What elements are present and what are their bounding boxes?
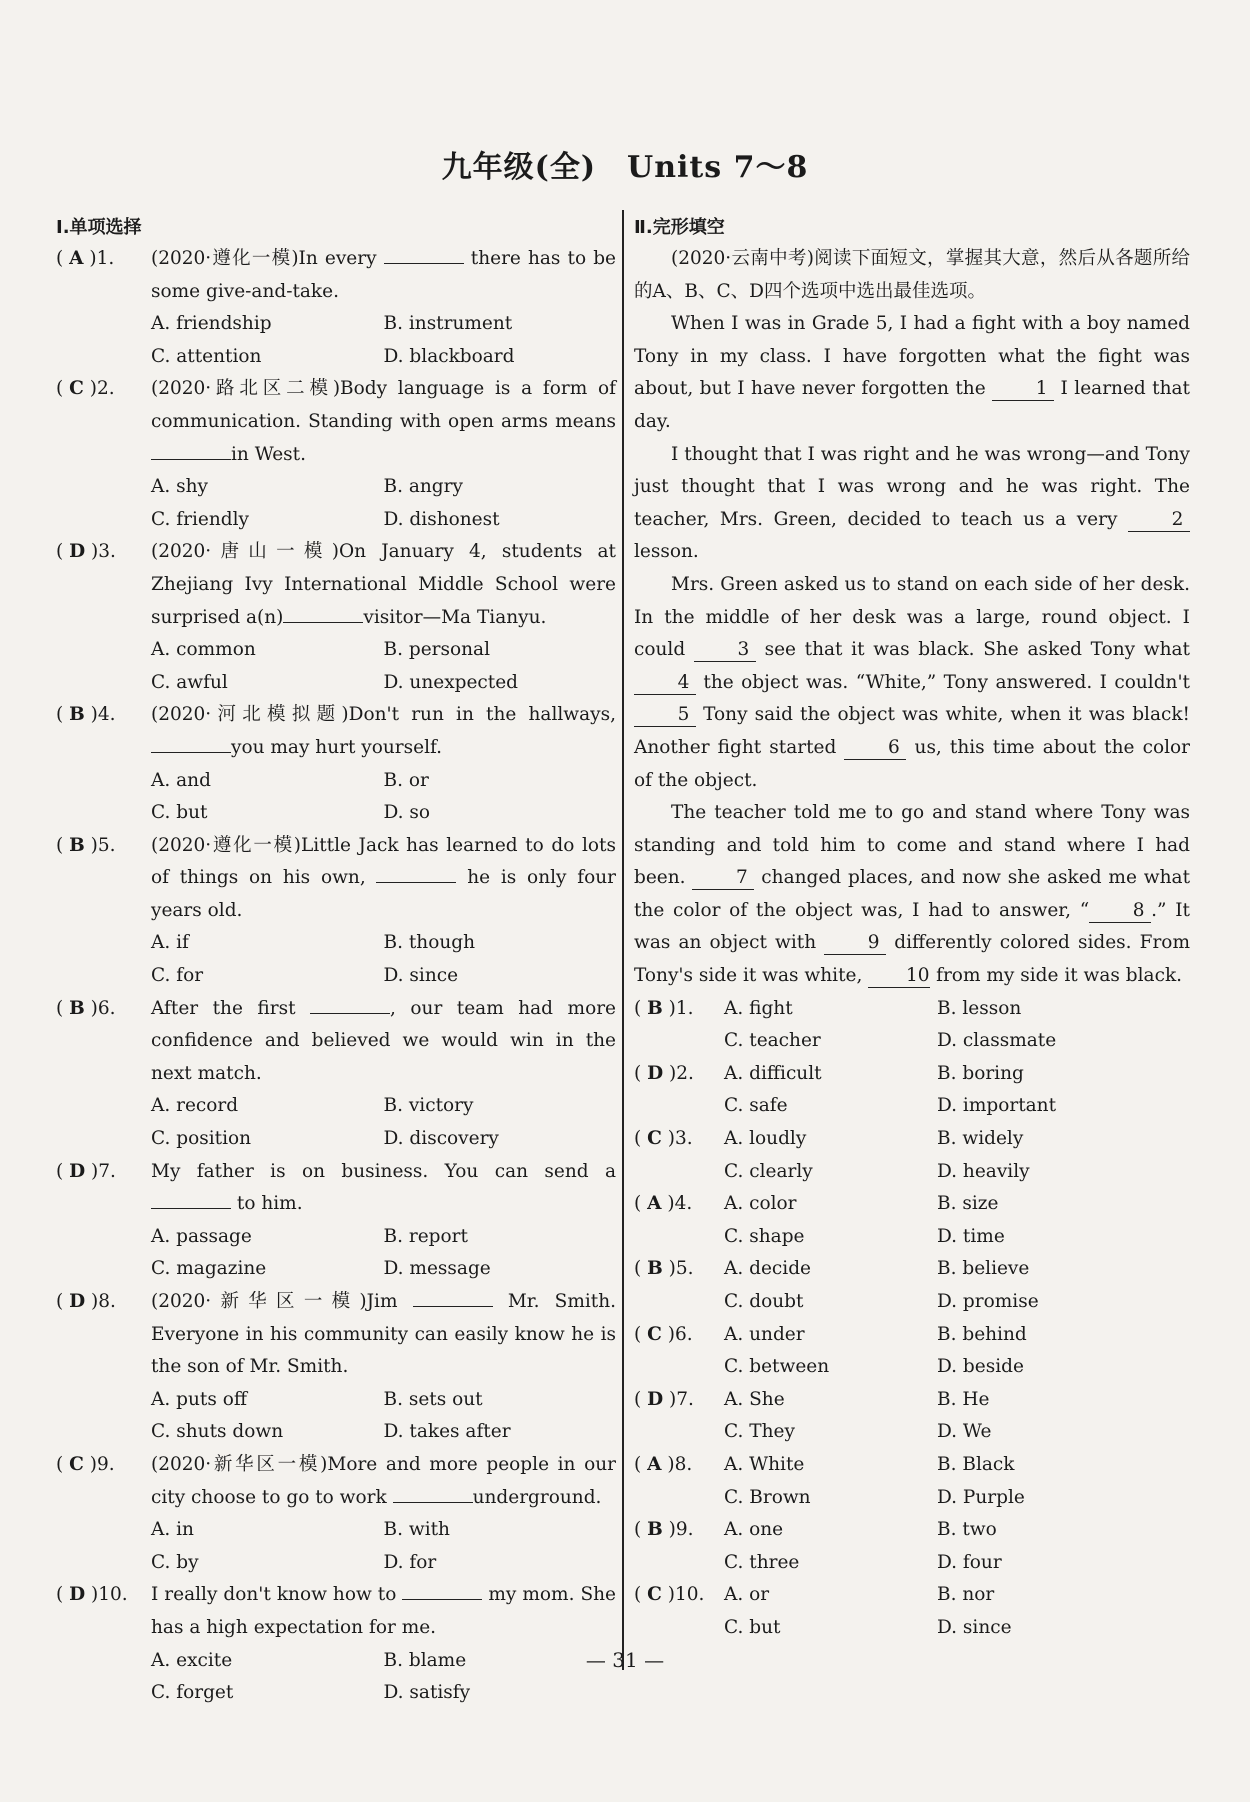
answer-label: ( A )8.	[634, 1453, 693, 1475]
section-cloze	[634, 213, 1190, 1645]
answer-letter: C	[647, 1584, 662, 1606]
numbered-blank: 1	[992, 378, 1054, 401]
answer-letter: A	[647, 1453, 662, 1475]
question-item	[56, 830, 616, 928]
answer-label: ( A )1.	[56, 248, 115, 269]
option: B. angry	[383, 476, 463, 498]
answer-letter: B	[647, 1519, 663, 1541]
option: C. They	[724, 1421, 795, 1443]
option: B. boring	[937, 1062, 1024, 1084]
option: D. since	[937, 1616, 1012, 1638]
spacer	[634, 1090, 724, 1123]
answer-blank	[151, 1190, 231, 1209]
option-list	[56, 1221, 616, 1286]
option: D. takes after	[383, 1421, 511, 1443]
question-text: (2020·遵化一模)Little Jack has learned to do lots of things on his own, he is only four years old.	[151, 834, 616, 921]
answer-label: ( C )9.	[56, 1453, 115, 1475]
option: D. dishonest	[383, 508, 500, 530]
answer-label: ( D )10.	[56, 1584, 128, 1606]
cloze-choice-row	[634, 993, 1190, 1026]
option-list	[56, 308, 616, 373]
numbered-blank: 5	[634, 704, 696, 727]
option: B. size	[937, 1193, 999, 1215]
answer-blank	[376, 864, 456, 883]
option: A. record	[151, 1095, 239, 1117]
question-item	[56, 1156, 616, 1221]
numbered-blank: 10	[868, 965, 930, 988]
cloze-choice-row	[634, 1612, 1190, 1645]
answer-letter: C	[69, 1453, 84, 1475]
answer-blank	[413, 1288, 493, 1307]
option: C. attention	[151, 345, 262, 367]
answer-blank	[384, 245, 464, 264]
option: A. fight	[724, 997, 793, 1019]
cloze-choices	[634, 993, 1190, 1645]
question-item	[56, 1579, 616, 1644]
numbered-blank: 3	[694, 639, 756, 662]
cloze-choice-row	[634, 1156, 1190, 1189]
answer-label: ( D )3.	[56, 541, 116, 563]
cloze-choice-row	[634, 1221, 1190, 1254]
option: A. passage	[151, 1225, 252, 1247]
page-title: 九年级(全) Units 7～8	[441, 150, 809, 185]
question-list	[56, 243, 616, 1710]
question-text: (2020·新华区一模)More and more people in our city choose to go to work underground.	[151, 1453, 616, 1508]
option: A. decide	[724, 1258, 811, 1280]
option: C. between	[724, 1356, 830, 1378]
spacer	[634, 1482, 724, 1515]
answer-label: ( C )10.	[634, 1584, 705, 1606]
option: B. two	[937, 1519, 997, 1541]
option: D. message	[383, 1258, 491, 1280]
cloze-choice-row	[634, 1416, 1190, 1449]
answer-letter: C	[647, 1323, 662, 1345]
option: D. so	[383, 802, 431, 824]
cloze-choice-row	[634, 1482, 1190, 1515]
answer-letter: C	[647, 1128, 662, 1150]
cloze-choice-row	[634, 1384, 1190, 1417]
option: D. beside	[937, 1356, 1024, 1378]
option: D. heavily	[937, 1160, 1030, 1182]
option: D. We	[937, 1421, 992, 1443]
cloze-intro: (2020·云南中考)阅读下面短文，掌握其大意，然后从各题所给的A、B、C、D四个选项中选出最佳选项。	[634, 248, 1190, 302]
option: D. since	[383, 965, 459, 987]
option: C. teacher	[724, 1030, 821, 1052]
spacer	[634, 1612, 724, 1645]
option: A. common	[151, 639, 256, 661]
cloze-choice-row	[634, 1090, 1190, 1123]
option: C. safe	[724, 1095, 788, 1117]
option: A. White	[724, 1453, 805, 1475]
option: D. satisfy	[383, 1682, 471, 1704]
option: A. She	[724, 1388, 785, 1410]
option: C. for	[151, 965, 204, 987]
option: D. for	[383, 1551, 437, 1573]
answer-letter: D	[647, 1388, 664, 1410]
numbered-blank: 9	[824, 932, 886, 955]
answer-label: ( B )5.	[56, 834, 116, 856]
answer-letter: D	[69, 1291, 86, 1312]
option: C. shape	[724, 1225, 805, 1247]
answer-letter: D	[69, 541, 86, 563]
cloze-paragraph: Mrs. Green asked us to stand on each side of her desk. In the middle of her desk was a large, round object. I could 3 see that it was black. She asked Tony what 4 the object was. “White,” Tony answered. I couldn't 5 Tony said the object was white, when it was black! Another fight started 6 us, this time about the color of the object.	[634, 573, 1190, 791]
numbered-blank: 4	[634, 672, 696, 695]
cloze-choice-row	[634, 1319, 1190, 1352]
option: B. widely	[937, 1128, 1024, 1150]
option: B. victory	[383, 1095, 474, 1117]
option: B. with	[383, 1519, 450, 1541]
answer-blank	[151, 734, 231, 753]
cloze-choice-row	[634, 1025, 1190, 1058]
answer-label: ( D )7.	[634, 1388, 694, 1410]
option: B. instrument	[383, 313, 513, 335]
cloze-paragraph: The teacher told me to go and stand where Tony was standing and told him to come and stand where I had been. 7 changed places, and now she asked me what the color of the object was, I had to answer, “ 8 .” It was an object with 9 differently colored sides. From Tony's side it was white, 10 from my side it was black.	[634, 802, 1190, 987]
answer-letter: D	[69, 1584, 86, 1606]
option: C. doubt	[724, 1291, 804, 1312]
option: D. four	[937, 1551, 1002, 1573]
question-item	[56, 699, 616, 764]
option: C. but	[151, 802, 208, 824]
option: A. if	[151, 932, 189, 954]
cloze-choice-row	[634, 1514, 1190, 1547]
option: C. shuts down	[151, 1421, 284, 1443]
question-text: After the first , our team had more confidence and believed we would win in the next match.	[151, 993, 616, 1091]
answer-blank	[283, 604, 363, 623]
numbered-blank: 6	[844, 737, 906, 760]
answer-blank	[393, 1484, 473, 1503]
answer-label: ( B )5.	[634, 1258, 694, 1280]
option: A. under	[724, 1323, 805, 1345]
spacer	[634, 1547, 724, 1580]
option: C. friendly	[151, 508, 249, 530]
cloze-choice-row	[634, 1253, 1190, 1286]
answer-letter: B	[647, 1258, 663, 1280]
option: D. Purple	[937, 1486, 1025, 1508]
column-divider	[622, 210, 624, 1670]
answer-label: ( C )6.	[634, 1323, 693, 1345]
answer-label: ( B )6.	[56, 997, 116, 1019]
option: C. position	[151, 1128, 252, 1150]
cloze-choice-row	[634, 1123, 1190, 1156]
answer-label: ( C )2.	[56, 378, 115, 400]
option: D. classmate	[937, 1030, 1057, 1052]
answer-label: ( B )4.	[56, 704, 116, 726]
spacer	[634, 1025, 724, 1058]
option: C. awful	[151, 671, 228, 693]
cloze-choice-row	[634, 1547, 1190, 1580]
option: B. behind	[937, 1323, 1027, 1345]
spacer	[634, 1286, 724, 1319]
answer-blank	[402, 1581, 482, 1600]
answer-letter: D	[647, 1062, 664, 1084]
option: B. lesson	[937, 997, 1022, 1019]
option: A. loudly	[724, 1128, 807, 1150]
question-text: I really don't know how to my mom. She has a high expectation for me.	[151, 1579, 616, 1644]
spacer	[634, 1416, 724, 1449]
answer-blank	[310, 995, 390, 1014]
cloze-paragraph: I thought that I was right and he was wrong—and Tony just thought that I was wrong and he was right. The teacher, Mrs. Green, decided to teach us a very 2 lesson.	[634, 443, 1190, 563]
option: A. or	[724, 1584, 770, 1606]
option: C. forget	[151, 1682, 234, 1704]
cloze-choice-row	[634, 1579, 1190, 1612]
option: A. friendship	[151, 313, 272, 335]
question-text: (2020·遵化一模)In every there has to be some give-and-take.	[151, 243, 616, 308]
section-heading: Ⅰ.单项选择	[56, 217, 142, 238]
option: C. clearly	[724, 1160, 813, 1182]
numbered-blank: 2	[1128, 509, 1190, 532]
answer-letter: B	[69, 704, 85, 726]
question-text: (2020·唐山一模)On January 4, students at Zhejiang Ivy International Middle School were surprised a(n) visitor—Ma Tianyu.	[151, 541, 616, 628]
option: B. or	[383, 769, 429, 791]
answer-letter: A	[647, 1193, 662, 1215]
option-list	[56, 927, 616, 992]
option: A. in	[151, 1519, 194, 1541]
option: C. by	[151, 1551, 199, 1573]
answer-blank	[151, 441, 231, 460]
cloze-choice-row	[634, 1188, 1190, 1221]
option: B. blame	[383, 1649, 467, 1671]
cloze-choice-row	[634, 1286, 1190, 1319]
answer-label: ( B )9.	[634, 1519, 694, 1541]
answer-label: ( D )7.	[56, 1160, 116, 1182]
numbered-blank: 8	[1089, 900, 1151, 923]
option: D. important	[937, 1095, 1057, 1117]
option: D. promise	[937, 1291, 1039, 1312]
question-item	[56, 993, 616, 1091]
option: A. puts off	[151, 1388, 247, 1410]
option: A. one	[724, 1519, 784, 1541]
option: B. He	[937, 1388, 990, 1410]
option: B. sets out	[383, 1388, 483, 1410]
cloze-choice-row	[634, 1351, 1190, 1384]
option: C. but	[724, 1616, 781, 1638]
option: B. though	[383, 932, 476, 954]
option-list	[56, 471, 616, 536]
option: D. unexpected	[383, 671, 519, 693]
option: A. color	[724, 1193, 797, 1215]
answer-letter: C	[69, 378, 84, 400]
question-item	[56, 373, 616, 471]
answer-letter: B	[69, 997, 85, 1019]
option: C. Brown	[724, 1486, 811, 1508]
option: B. Black	[937, 1453, 1015, 1475]
question-item	[56, 243, 616, 308]
question-text: (2020·新华区一模)Jim Mr. Smith. Everyone in his community can easily know he is the son of Mr. Smith.	[151, 1286, 616, 1384]
answer-letter: A	[69, 248, 84, 269]
option: B. believe	[937, 1258, 1030, 1280]
option-list	[56, 765, 616, 830]
spacer	[634, 1156, 724, 1189]
numbered-blank: 7	[692, 867, 754, 890]
option: A. difficult	[724, 1062, 822, 1084]
option: B. nor	[937, 1584, 995, 1606]
option: C. three	[724, 1551, 800, 1573]
answer-label: ( C )3.	[634, 1128, 693, 1150]
option-list	[56, 1090, 616, 1155]
answer-letter: B	[69, 834, 85, 856]
option: B. personal	[383, 639, 490, 661]
spacer	[634, 1351, 724, 1384]
section-heading: Ⅱ.完形填空	[634, 217, 725, 238]
answer-letter: B	[647, 997, 663, 1019]
option-list	[56, 1514, 616, 1579]
question-item	[56, 1449, 616, 1514]
answer-label: ( B )1.	[634, 997, 694, 1019]
option-list	[56, 634, 616, 699]
option: A. and	[151, 769, 211, 791]
option-list	[56, 1384, 616, 1449]
question-text: (2020·河北模拟题)Don't run in the hallways, you may hurt yourself.	[151, 704, 616, 758]
option: A. excite	[151, 1649, 233, 1671]
question-text: My father is on business. You can send a to him.	[151, 1160, 616, 1215]
answer-label: ( D )2.	[634, 1062, 694, 1084]
option: D. blackboard	[383, 345, 515, 367]
spacer	[634, 1221, 724, 1254]
question-item	[56, 1286, 616, 1384]
question-item	[56, 536, 616, 634]
cloze-paragraph: When I was in Grade 5, I had a fight with a boy named Tony in my class. I have forgotten what the fight was about, but I have never forgotten the 1 I learned that day.	[634, 313, 1190, 432]
answer-label: ( A )4.	[634, 1193, 693, 1215]
cloze-choice-row	[634, 1058, 1190, 1091]
option: D. discovery	[383, 1128, 499, 1150]
question-text: (2020·路北区二模)Body language is a form of communication. Standing with open arms means in West.	[151, 378, 616, 465]
section-single-choice	[56, 213, 616, 1710]
option: C. magazine	[151, 1258, 267, 1280]
option: D. time	[937, 1225, 1005, 1247]
answer-letter: D	[69, 1160, 86, 1182]
option: A. shy	[151, 476, 208, 498]
option: B. report	[383, 1225, 468, 1247]
cloze-choice-row	[634, 1449, 1190, 1482]
page-number: — 31 —	[585, 1648, 665, 1672]
answer-label: ( D )8.	[56, 1291, 116, 1312]
